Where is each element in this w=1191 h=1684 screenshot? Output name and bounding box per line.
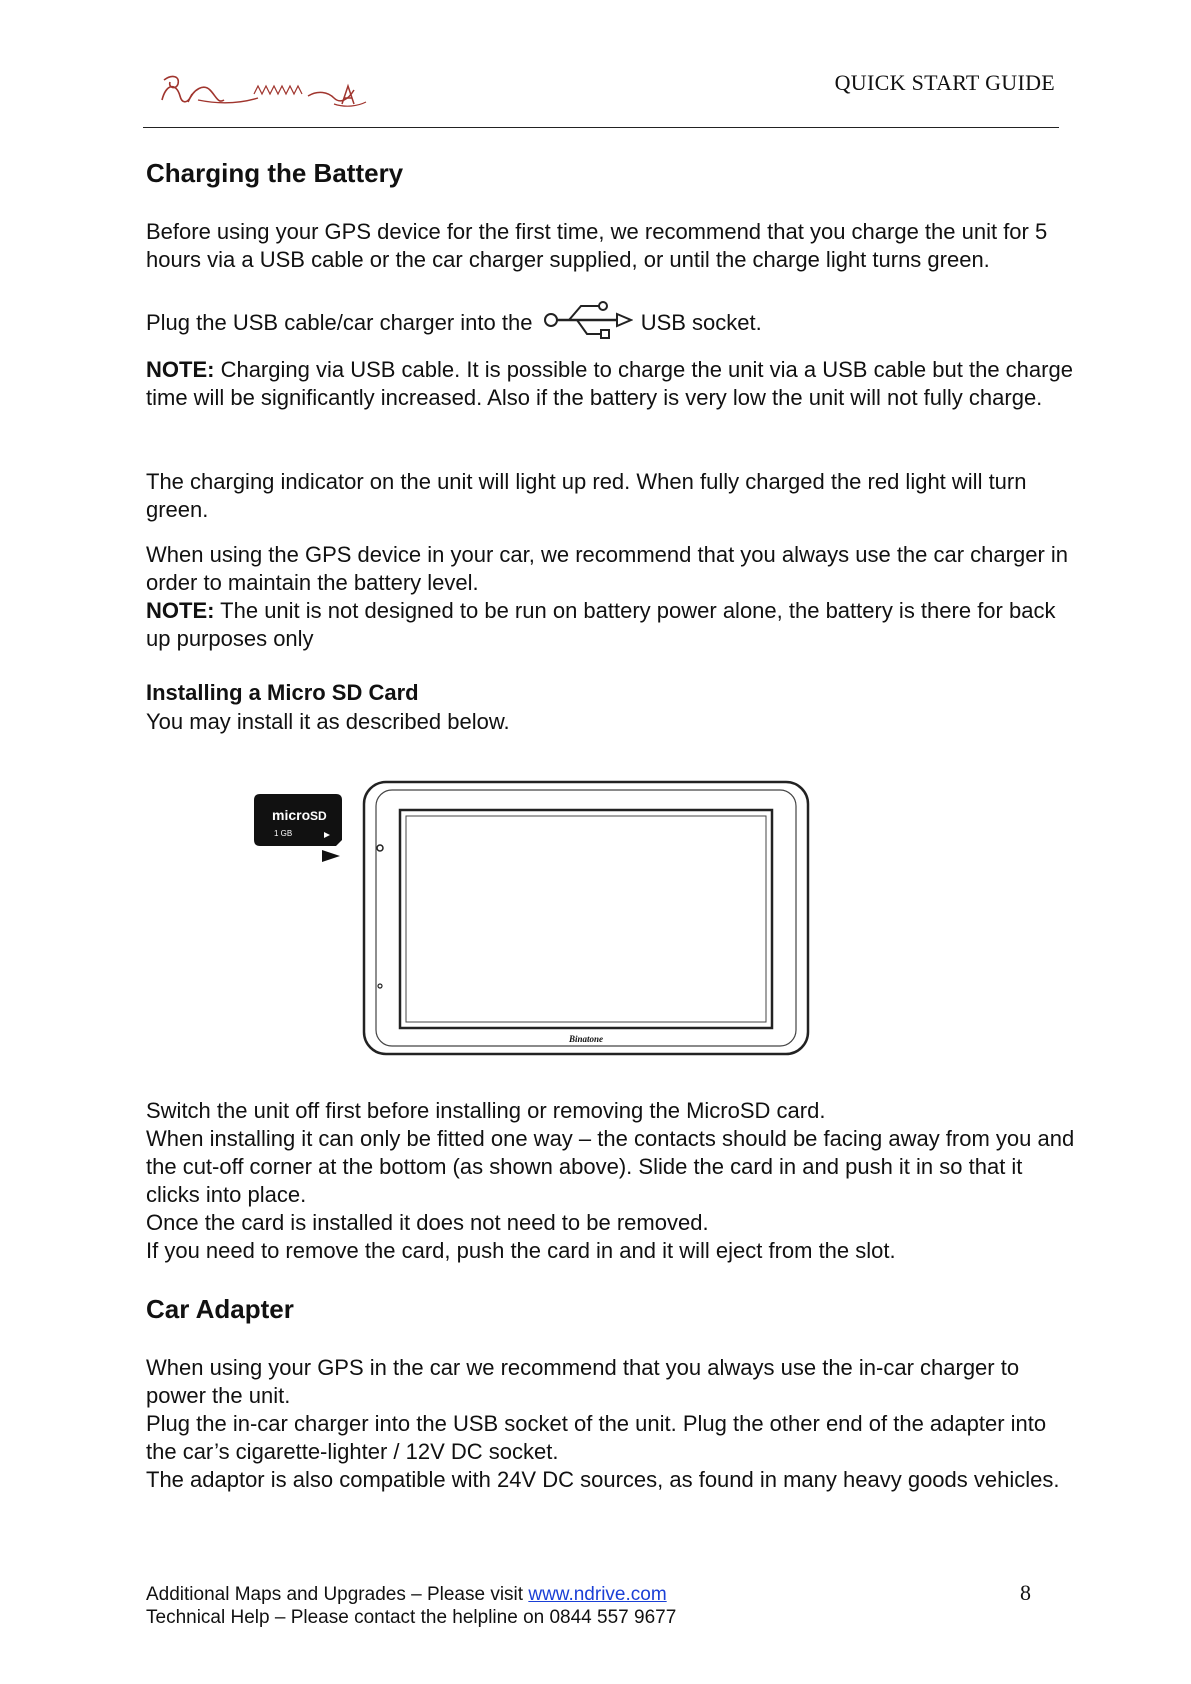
car-adapter-line-1: When using your GPS in the car we recommend that you always use the in-car charger to power the unit. xyxy=(146,1355,1020,1408)
sd-card-logo: SD xyxy=(310,809,327,823)
gps-device-icon xyxy=(364,782,808,1054)
note-label: NOTE: xyxy=(146,357,215,382)
footer-line-1 xyxy=(146,1583,667,1606)
footer-maps-text: Additional Maps and Upgrades – Please visit xyxy=(146,1584,529,1605)
sd-card-intro: You may install it as described below. xyxy=(146,709,510,734)
insert-arrow-icon xyxy=(322,850,340,862)
plug-text-after: USB socket. xyxy=(640,310,762,335)
sd-card-line-2: When installing it can only be fitted one way – the contacts should be facing away from you and the cut-off corner at the bottom (as shown above). Slide the card in and push it in so that it clicks into place. xyxy=(146,1126,1075,1207)
sd-card-line-1: Switch the unit off first before installing or removing the MicroSD card. xyxy=(146,1098,826,1123)
footer-line-2: Technical Help – Please contact the helpline on 0844 557 9677 xyxy=(146,1607,677,1628)
charging-paragraph-2: The charging indicator on the unit will light up red. When fully charged the red light will turn green. xyxy=(146,469,1027,522)
section-title-sd-card: Installing a Micro SD Card xyxy=(146,680,419,705)
note-label: NOTE: xyxy=(146,598,215,623)
section-title-charging: Charging the Battery xyxy=(146,158,404,188)
gps-sd-card-illustration xyxy=(250,780,810,1060)
sd-card-line-4: If you need to remove the card, push the card in and it will eject from the slot. xyxy=(146,1238,896,1263)
plug-text-before: Plug the USB cable/car charger into the xyxy=(146,310,533,335)
note-text: Charging via USB cable. It is possible to charge the unit via a USB cable but the charge time will be significantly increased. Also if the battery is very low the unit will not fully charge. xyxy=(146,357,1073,410)
sd-card-capacity: 1 GB xyxy=(274,829,293,838)
binatone-logo-icon xyxy=(158,70,370,112)
sd-card-line-3: Once the card is installed it does not need to be removed. xyxy=(146,1210,709,1235)
sd-card-brand: micro xyxy=(272,807,311,823)
charging-plug-paragraph xyxy=(146,300,1076,340)
device-brand: Binatone xyxy=(568,1034,604,1044)
charging-note-2 xyxy=(146,597,1076,653)
charging-paragraph-1: Before using your GPS device for the first time, we recommend that you charge the unit for 5 hours via a USB cable or the car charger supplied, or until the charge light turns green. xyxy=(146,219,1048,272)
header-title: QUICK START GUIDE xyxy=(834,70,1055,95)
car-adapter-line-2: Plug the in-car charger into the USB socket of the unit. Plug the other end of the adapter into the car’s cigarette-lighter / 12V DC socket. xyxy=(146,1411,1047,1464)
usb-symbol-icon xyxy=(541,300,633,340)
charging-paragraph-3: When using the GPS device in your car, we recommend that you always use the car charger in order to maintain the battery level. xyxy=(146,542,1069,595)
car-adapter-line-3: The adaptor is also compatible with 24V DC sources, as found in many heavy goods vehicles. xyxy=(146,1467,1060,1492)
micro-sd-card-icon xyxy=(254,794,342,846)
header-divider xyxy=(143,127,1059,128)
ndrive-link[interactable]: www.ndrive.com xyxy=(528,1584,667,1605)
page-number: 8 xyxy=(1020,1580,1031,1605)
charging-note-1 xyxy=(146,356,1076,412)
section-title-car-adapter: Car Adapter xyxy=(146,1294,294,1324)
note-text: The unit is not designed to be run on battery power alone, the battery is there for back up purposes only xyxy=(146,598,1056,651)
